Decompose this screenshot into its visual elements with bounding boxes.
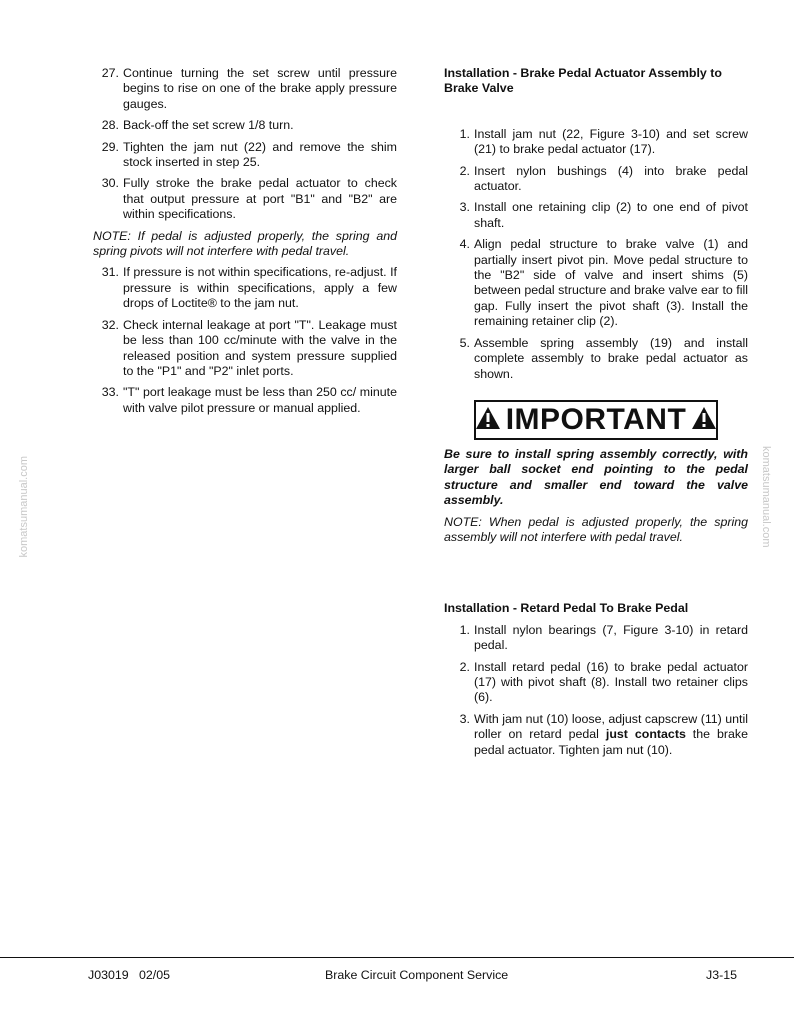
important-banner [474,400,718,440]
footer-doc-number: J03019 [88,968,129,982]
step-number: 1. [459,622,470,637]
step-text-part: With jam nut (10) loose, adjust capscrew (11) until roller on retard pedal [474,711,748,742]
warning-triangle-icon [691,406,717,434]
right-column [444,66,748,764]
step-number: 33. [101,385,119,400]
step-text: "T" port leakage must be less than 250 cc/ minute with valve pilot pressure or manual applied. [123,385,397,415]
step-text: Continue turning the set screw until pressure begins to rise on one of the brake apply pressure gauges. [123,66,397,111]
footer-page-number: J3-15 [706,968,737,982]
step-number: 2. [459,163,470,178]
left-step-list-2 [93,265,397,416]
left-column [93,66,397,422]
step-text-part: the brake pedal actuator. Tighten jam nut (10). [474,727,748,757]
step-number: 32. [101,317,119,332]
list-item [93,66,397,112]
step-text: Install one retaining clip (2) to one end of pivot shaft. [474,200,748,230]
step-number: 31. [101,265,119,280]
list-item [444,336,748,382]
list-item [93,118,397,133]
step-text: Install jam nut (22, Figure 3-10) and set screw (21) to brake pedal actuator (17). [474,126,748,157]
section-heading-actuator: Installation - Brake Pedal Actuator Assembly to Brake Valve [444,66,722,96]
step-text: Insert nylon bushings (4) into brake pedal actuator. [474,163,748,194]
list-item [444,200,748,231]
step-number: 29. [101,139,119,154]
step-text: If pressure is not within specifications, re-adjust. If pressure is within specifications, apply a few drops of Loctite® to the jam nut. [123,265,397,311]
step-number: 2. [459,659,470,674]
list-item [93,140,397,171]
step-text [474,712,748,758]
footer-date: 02/05 [138,968,170,982]
important-label: IMPORTANT [505,403,687,437]
step-text: Align pedal structure to brake valve (1) and partially insert pivot pin. Move pedal structure to the "B2" side of valve and insert shims (5) between pedal structure and brake valve ear to fill gap. Fully insert the pivot shaft (3). Install the remaining retainer clip (2). [474,237,748,329]
list-item [93,265,397,311]
left-note: NOTE: If pedal is adjusted properly, the spring and spring pivots will not interfere with pedal travel. [93,228,397,259]
list-item [444,623,748,654]
step-text: Install nylon bearings (7, Figure 3-10) in retard pedal. [474,622,748,653]
step-text: Assemble spring assembly (19) and install complete assembly to brake pedal actuator as shown. [474,335,748,381]
step-number: 27. [101,66,119,80]
list-item [444,127,748,158]
step-text: Install retard pedal (16) to brake pedal actuator (17) with pivot shaft (8). Install two retainer clips (6). [474,659,748,705]
watermark-left: komatsumanual.com [18,456,30,558]
watermark-right: komatsumanual.com [760,446,772,548]
step-number: 30. [101,176,119,191]
list-item [444,164,748,195]
step-text: Fully stroke the brake pedal actuator to check that output pressure at port "B1" and "B2" are within specifications. [123,176,397,222]
list-item [93,176,397,222]
list-item [444,660,748,706]
important-text: Be sure to install spring assembly correctly, with larger ball socket end pointing to the pedal structure and smaller end toward the valve assembly. [444,446,748,508]
step-number: 1. [459,126,470,141]
right-note: NOTE: When pedal is adjusted properly, the spring assembly will not interfere with pedal travel. [444,514,748,544]
step-number: 3. [459,200,470,215]
actuator-step-list [444,127,748,382]
list-item [93,385,397,416]
step-text: Back-off the set screw 1/8 turn. [123,118,294,133]
list-item [444,237,748,329]
step-number: 5. [459,335,470,350]
step-text: Check internal leakage at port "T". Leakage must be less than 100 cc/minute with the valve in the released position and system pressure supplied to the "P1" and "P2" inlet ports. [123,317,397,378]
list-item [444,712,748,758]
warning-triangle-icon [475,406,501,434]
list-item [93,318,397,380]
footer-title: Brake Circuit Component Service [325,968,509,982]
footer-doc-id [88,968,170,982]
retard-step-list [444,623,748,706]
step-text: Tighten the jam nut (22) and remove the shim stock inserted in step 25. [123,139,397,170]
footer-rule [0,957,794,958]
step-number: 4. [459,237,470,252]
step-number: 28. [101,118,119,133]
step-text-emphasis: just contacts [605,727,686,742]
section-heading-retard: Installation - Retard Pedal To Brake Pedal [444,601,689,616]
left-step-list [93,66,397,223]
step-number: 3. [459,711,470,726]
